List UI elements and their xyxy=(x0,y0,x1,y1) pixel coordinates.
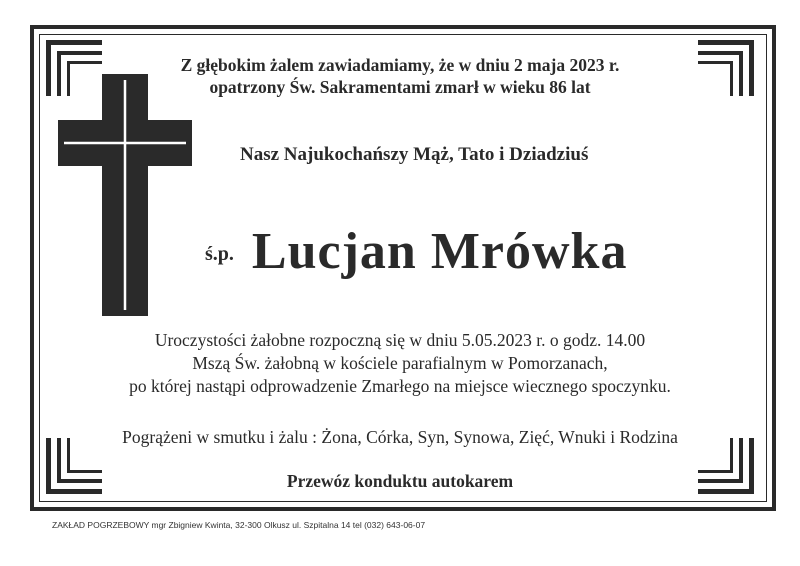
deceased-name-row xyxy=(205,222,627,281)
funeral-line-3: po której nastąpi odprowadzenie Zmarłego na miejsce wiecznego spoczynku. xyxy=(129,376,671,396)
mourners-line: Pogrążeni w smutku i żalu : Żona, Córka, Syn, Synowa, Zięć, Wnuki i Rodzina xyxy=(122,427,678,447)
funeral-line-2: Mszą Św. żałobną w kościele parafialnym w Pomorzanach, xyxy=(192,353,608,373)
latin-cross-icon xyxy=(58,74,192,316)
announcement-line-2: opatrzony Św. Sakramentami zmarł w wieku 86 lat xyxy=(209,77,591,97)
funeral-line-1: Uroczystości żałobne rozpoczną się w dniu 5.05.2023 r. o godz. 14.00 xyxy=(154,330,646,350)
announcement-line-1: Z głębokim żalem zawiadamiamy, że w dniu 2 maja 2023 r. xyxy=(180,55,620,75)
funeral-home-footer: ZAKŁAD POGRZEBOWY mgr Zbigniew Kwinta, 32-300 Olkusz ul. Szpitalna 14 tel (032) 643-06-07 xyxy=(52,520,426,530)
transport-line: Przewóz konduktu autokarem xyxy=(286,471,514,491)
relation-line: Nasz Najukochańszy Mąż, Tato i Dziadziuś xyxy=(240,144,589,165)
deceased-name: Lucjan Mrówka xyxy=(251,223,628,280)
deceased-prefix: ś.p. xyxy=(205,243,234,265)
